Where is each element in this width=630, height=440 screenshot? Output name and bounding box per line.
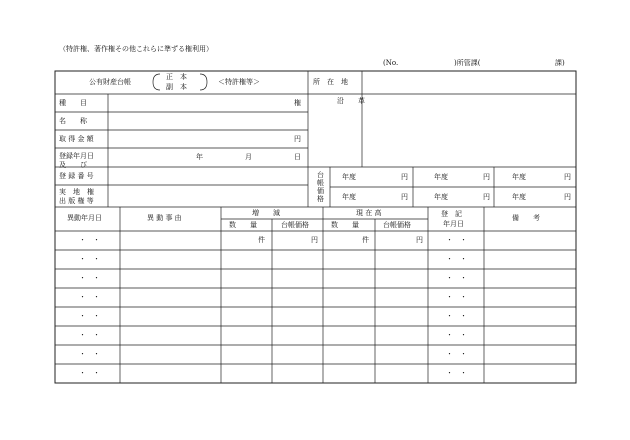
row-date-4: ・ ・ (79, 293, 100, 301)
history-label: 沿 革 (337, 97, 365, 105)
bracket-left (153, 74, 160, 90)
regdate-month: 月 (245, 153, 252, 161)
valuation-nendo-2: 年度 (434, 173, 448, 181)
sub-qty-change: 数 量 (229, 221, 257, 229)
unit-ken-current: 件 (362, 236, 369, 244)
location-label: 所 在 地 (313, 78, 348, 86)
row-label-and: 及 び (59, 161, 87, 169)
valuation-yen-1: 円 (401, 173, 408, 181)
col-remarks: 備 考 (512, 214, 540, 222)
row-reg-5: ・ ・ (446, 312, 467, 320)
row-date-1: ・ ・ (79, 236, 100, 244)
row-label-publisher: 出 版 権 等 (59, 197, 94, 205)
row-date-3: ・ ・ (79, 274, 100, 282)
no-label: (No. (383, 59, 399, 67)
sub-price-current: 台帳価格 (383, 221, 411, 229)
col-reg-date: 年月日 (443, 220, 464, 228)
row-reg-1: ・ ・ (446, 236, 467, 244)
col-current: 現 在 高 (356, 209, 382, 217)
col-reg: 登 記 (441, 210, 462, 218)
unit-yen-change: 円 (311, 236, 318, 244)
form-frame (55, 71, 576, 383)
valuation-nendo-6: 年度 (512, 193, 526, 201)
section-label: 課) (555, 59, 565, 67)
form-subtitle: （特許権、著作権その他これらに準ずる権利用） (59, 45, 213, 53)
row-date-7: ・ ・ (79, 350, 100, 358)
valuation-nendo-5: 年度 (434, 193, 448, 201)
regdate-day: 日 (294, 153, 301, 161)
row-suffix-yen: 円 (294, 135, 301, 143)
regdate-year: 年 (196, 153, 203, 161)
row-reg-3: ・ ・ (446, 274, 467, 282)
valuation-nendo-3: 年度 (512, 173, 526, 181)
ledger-title: 公有財産台帳 (89, 78, 131, 86)
row-label-type: 種 目 (59, 99, 87, 107)
bracket-right (200, 74, 207, 90)
valuation-nendo-1: 年度 (342, 173, 356, 181)
sub-price-change: 台帳価格 (281, 221, 309, 229)
right-type: ＜特許権等＞ (218, 78, 260, 86)
row-label-name: 名 称 (59, 117, 87, 125)
valuation-nendo-4: 年度 (342, 193, 356, 201)
unit-yen-current: 円 (416, 236, 423, 244)
valuation-yen-5: 円 (483, 193, 490, 201)
valuation-yen-6: 円 (564, 193, 571, 201)
col-reason: 異 動 事 由 (147, 214, 182, 222)
row-reg-4: ・ ・ (446, 293, 467, 301)
row-date-6: ・ ・ (79, 331, 100, 339)
row-reg-2: ・ ・ (446, 255, 467, 263)
valuation-label: 台帳価格 (317, 171, 324, 203)
copy-type-original: 正 本 (166, 73, 187, 81)
row-label-acquisition: 取 得 金 額 (59, 135, 94, 143)
office-label: )所管課( (454, 59, 481, 67)
row-label-regdate: 登録年月日 (59, 152, 94, 160)
row-label-regnum: 登 録 番 号 (59, 172, 94, 180)
row-suffix-type: 権 (294, 99, 301, 107)
row-date-2: ・ ・ (79, 255, 100, 263)
col-date: 異動年月日 (67, 214, 102, 222)
row-date-8: ・ ・ (79, 369, 100, 377)
valuation-yen-3: 円 (564, 173, 571, 181)
row-date-5: ・ ・ (79, 312, 100, 320)
sub-qty-current: 数 量 (331, 221, 359, 229)
col-change: 増 減 (252, 209, 280, 217)
valuation-yen-2: 円 (483, 173, 490, 181)
row-label-right: 実 地 権 (59, 188, 94, 196)
row-reg-8: ・ ・ (446, 369, 467, 377)
valuation-yen-4: 円 (401, 193, 408, 201)
row-reg-7: ・ ・ (446, 350, 467, 358)
unit-ken-change: 件 (258, 236, 265, 244)
row-reg-6: ・ ・ (446, 331, 467, 339)
copy-type-duplicate: 副 本 (166, 83, 187, 91)
